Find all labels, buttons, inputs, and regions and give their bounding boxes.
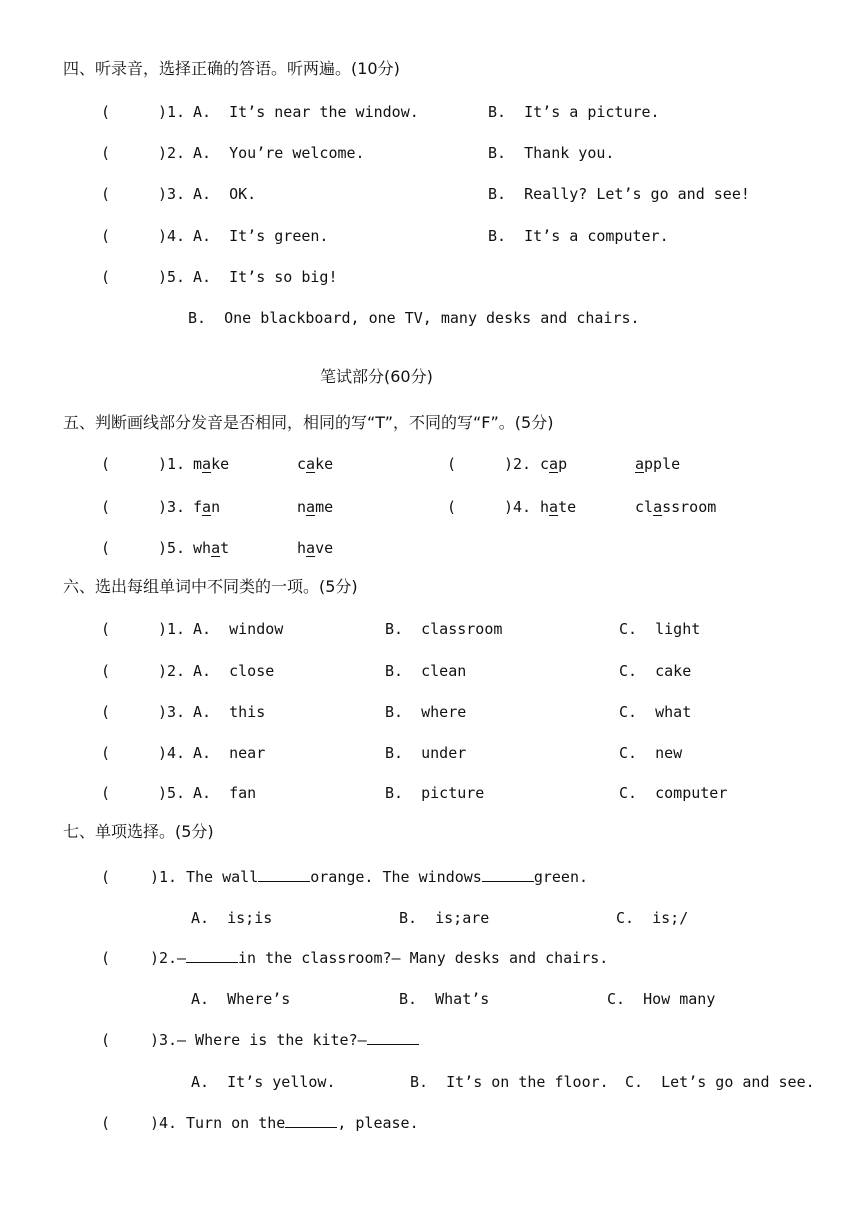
answer-blank — [258, 867, 310, 882]
option-b: B. clean — [385, 662, 467, 680]
word-one: cap — [540, 455, 568, 473]
option-b: B. classroom — [385, 620, 503, 638]
underlined-letter: a — [211, 539, 221, 557]
answer-paren: ( — [101, 949, 111, 967]
word-one: make — [193, 455, 230, 473]
option-b: B. It’s on the floor. — [410, 1073, 609, 1091]
question-number: )3. — [158, 498, 186, 516]
underlined-letter: a — [653, 498, 663, 516]
underlined-letter: a — [549, 455, 559, 473]
option-b: B. picture — [385, 784, 485, 802]
option-a: A. It’s green. — [193, 227, 329, 245]
answer-paren: ( — [101, 784, 111, 802]
option-c: C. light — [619, 620, 701, 638]
question-stem: — in the classroom?— Many desks and chairs. — [177, 949, 609, 967]
option-c: C. what — [619, 703, 692, 721]
question-number: )1. — [158, 103, 186, 121]
written-part-title: 笔试部分(60分) — [320, 367, 433, 386]
option-a: A. this — [193, 703, 266, 721]
option-c: C. computer — [619, 784, 728, 802]
question-stem: Turn on the , please. — [186, 1114, 419, 1132]
option-b: B. Thank you. — [488, 144, 615, 162]
underlined-letter: a — [549, 498, 559, 516]
answer-paren: ( — [101, 144, 111, 162]
answer-paren: ( — [101, 103, 111, 121]
section6-heading: 六、选出每组单词中不同类的一项。(5分) — [63, 577, 358, 596]
section7-heading: 七、单项选择。(5分) — [63, 822, 214, 841]
option-c: C. new — [619, 744, 683, 762]
answer-paren: ( — [101, 744, 111, 762]
question-number: )3. — [158, 185, 186, 203]
word-two: classroom — [635, 498, 717, 516]
answer-paren: ( — [101, 498, 111, 516]
underlined-letter: a — [306, 498, 316, 516]
answer-blank — [285, 1113, 337, 1128]
option-a: A. fan — [193, 784, 257, 802]
answer-paren: ( — [447, 498, 457, 516]
underlined-letter: a — [202, 498, 212, 516]
option-b: B. It’s a picture. — [488, 103, 660, 121]
option-b: B. What’s — [399, 990, 490, 1008]
answer-paren: ( — [101, 227, 111, 245]
option-b: B. Really? Let’s go and see! — [488, 185, 750, 203]
question-number: )2. — [150, 949, 178, 967]
option-b: B. under — [385, 744, 467, 762]
option-a: A. Where’s — [191, 990, 291, 1008]
option-a: A. close — [193, 662, 275, 680]
answer-paren: ( — [101, 620, 111, 638]
option-b: B. where — [385, 703, 467, 721]
answer-paren: ( — [101, 539, 111, 557]
word-two: apple — [635, 455, 681, 473]
question-number: )4. — [150, 1114, 178, 1132]
answer-blank — [186, 948, 238, 963]
question-number: )3. — [158, 703, 186, 721]
option-c: C. is;/ — [616, 909, 689, 927]
question-number: )5. — [158, 539, 186, 557]
question-number: )4. — [504, 498, 532, 516]
question-number: )1. — [150, 868, 178, 886]
underlined-letter: a — [635, 455, 645, 473]
question-number: )4. — [158, 227, 186, 245]
question-stem: The wall orange. The windows green. — [186, 868, 589, 886]
question-number: )2. — [158, 144, 186, 162]
answer-paren: ( — [447, 455, 457, 473]
question-stem: — Where is the kite?— — [177, 1030, 419, 1050]
answer-paren: ( — [101, 1114, 111, 1132]
option-b: B. One blackboard, one TV, many desks and chairs. — [188, 309, 640, 327]
option-a: A. OK. — [193, 185, 257, 203]
answer-paren: ( — [101, 662, 111, 680]
section5-heading: 五、判断画线部分发音是否相同，相同的写“T”，不同的写“F”。(5分) — [63, 413, 554, 432]
word-one: hate — [540, 498, 577, 516]
answer-paren: ( — [101, 185, 111, 203]
option-a: A. is;is — [191, 909, 273, 927]
word-two: have — [297, 539, 334, 557]
word-one: what — [193, 539, 230, 557]
word-two: cake — [297, 455, 334, 473]
word-two: name — [297, 498, 334, 516]
option-b: B. It’s a computer. — [488, 227, 669, 245]
question-number: )1. — [158, 455, 186, 473]
question-number: )5. — [158, 268, 186, 286]
answer-paren: ( — [101, 1031, 111, 1049]
answer-paren: ( — [101, 268, 111, 286]
option-a: A. window — [193, 620, 284, 638]
option-b: B. is;are — [399, 909, 490, 927]
underlined-letter: a — [306, 539, 316, 557]
answer-paren: ( — [101, 868, 111, 886]
word-one: fan — [193, 498, 221, 516]
question-number: )3. — [150, 1031, 178, 1049]
option-c: C. How many — [607, 990, 716, 1008]
option-c: C. cake — [619, 662, 692, 680]
option-a: A. You’re welcome. — [193, 144, 365, 162]
underlined-letter: a — [306, 455, 316, 473]
question-number: )2. — [158, 662, 186, 680]
option-a: A. It’s so big! — [193, 268, 338, 286]
answer-paren: ( — [101, 703, 111, 721]
option-a: A. It’s yellow. — [191, 1073, 336, 1091]
question-number: )5. — [158, 784, 186, 802]
question-number: )2. — [504, 455, 532, 473]
section4-heading: 四、听录音，选择正确的答语。听两遍。(10分) — [63, 59, 400, 78]
question-number: )1. — [158, 620, 186, 638]
answer-paren: ( — [101, 455, 111, 473]
option-c: C. Let’s go and see. — [625, 1073, 815, 1091]
option-a: A. It’s near the window. — [193, 103, 419, 121]
question-number: )4. — [158, 744, 186, 762]
underlined-letter: a — [202, 455, 212, 473]
answer-blank — [482, 867, 534, 882]
option-a: A. near — [193, 744, 266, 762]
answer-blank — [367, 1030, 419, 1045]
